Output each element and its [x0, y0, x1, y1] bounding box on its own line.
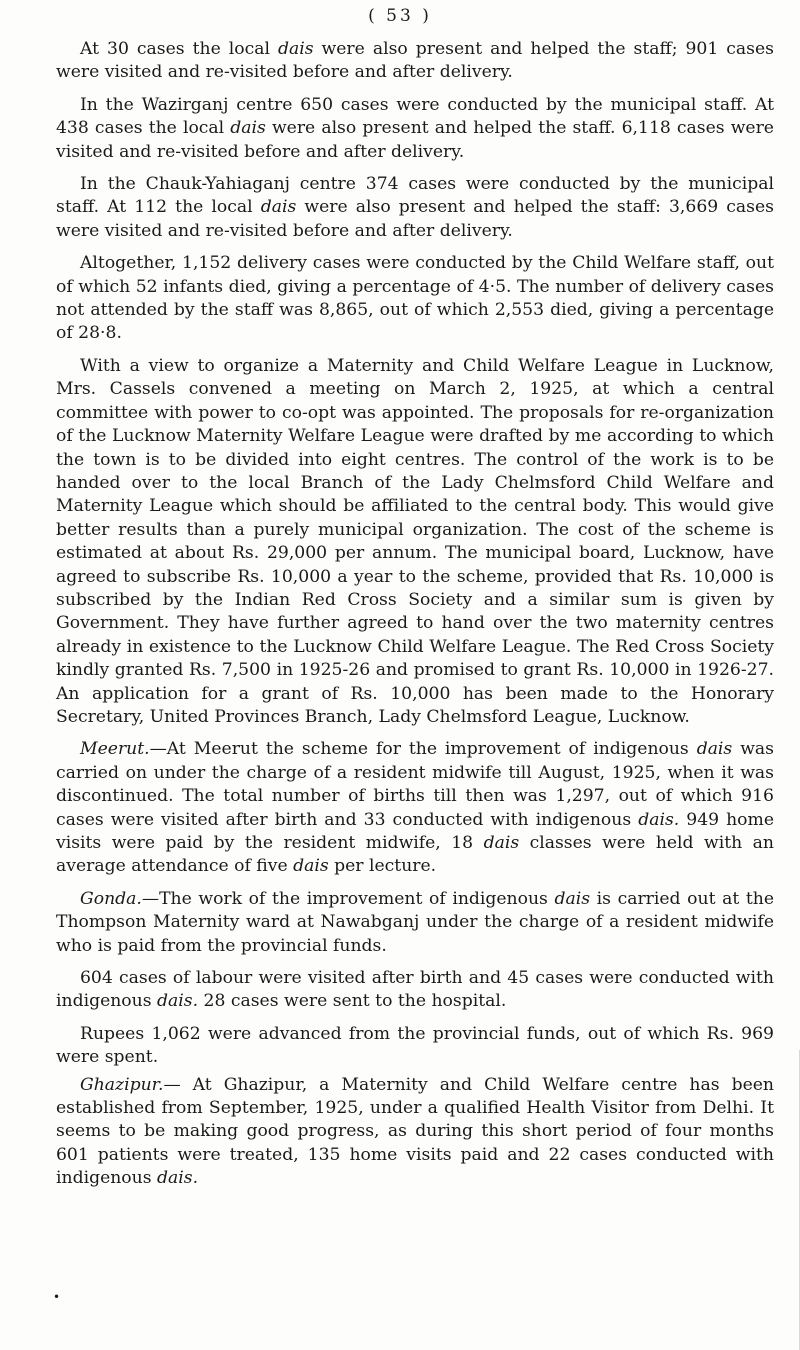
text-run: is carried out at the Thompson Maternity ward at Nawabganj under the charge of a resident midwife who is paid from the provincial funds. — [56, 888, 774, 956]
italic-run: Ghazipur. — [80, 1074, 164, 1095]
paragraph — [56, 252, 774, 346]
text-run: was carried on under the charge of a resident midwife till August, 1925, when it was discontinued. The total number of births till then was 1,297, out of which 916 cases were visited after birth and 33 conducted with indigenous — [56, 739, 774, 830]
text-run: —The work of the improvement of indigenous — [141, 888, 555, 909]
paragraph — [56, 967, 774, 1014]
paragraph — [56, 1074, 774, 1191]
italic-run: dais — [696, 739, 733, 760]
italic-run: dais. — [157, 991, 199, 1012]
paragraph — [56, 888, 774, 958]
text-run: Altogether, 1,152 delivery cases were conducted by the Child Welfare staff, out of which 52 infants died, giving a percentage of 4·5. The number of delivery cases not attended by the staff was 8,865, out of which 2,553 died, giving a percentage of 28·8. — [56, 253, 774, 344]
text-run: With a view to organize a Maternity and Child Welfare League in Lucknow, Mrs. Cassels convened a meeting on March 2, 1925, at which a central committee with power to co-opt was appointed. The proposals for re-organization of the Lucknow Maternity Welfare League were drafted by me according to which the town is to be divided into eight centres. The control of the work is to be handed over to the local Branch of the Lady Chelmsford Child Welfare and Maternity League which should be affiliated to the central body. This would give better results than a purely municipal organization. The cost of the scheme is estimated at about Rs. 29,000 per annum. The municipal board, Lucknow, have agreed to subscribe Rs. 10,000 a year to the scheme, provided that Rs. 10,000 is subscribed by the Indian Red Cross Society and a similar sum is given by Government. They have further agreed to hand over the two maternity centres already in existence to the Lucknow Child Welfare League. The Red Cross Society kindly granted Rs. 7,500 in 1925-26 and promised to grant Rs. 10,000 in 1926-27. An application for a grant of Rs. 10,000 has been made to the Honorary Secretary, United Provinces Branch, Lady Chelmsford League, Lucknow. — [56, 355, 774, 727]
paragraph — [56, 355, 774, 730]
paragraph — [56, 173, 774, 243]
text-run: — At Ghazipur, a Maternity and Child Welfare centre has been established from September, 1925, under a qualified Health Visitor from Delhi. It seems to be making good progress, as during this short period of four months 601 patients were treated, 135 home visits paid and 22 cases conducted with indigenous — [56, 1074, 774, 1189]
italic-run: dais — [260, 197, 297, 218]
paragraph — [56, 1023, 774, 1070]
text-run: At 30 cases the local — [80, 39, 278, 59]
body-text — [56, 38, 774, 1200]
italic-run: dais. — [157, 1168, 199, 1189]
text-run: 28 cases were sent to the hospital. — [198, 991, 507, 1012]
paragraph — [56, 738, 774, 878]
italic-run: dais — [554, 888, 591, 909]
italic-run: Meerut. — [80, 739, 150, 760]
italic-run: dais — [230, 118, 266, 139]
text-run: —At Meerut the scheme for the improvement of indigenous — [149, 739, 697, 760]
text-run: 604 cases of labour were visited after birth and 45 cases were conducted with indigenous — [56, 968, 774, 1012]
italic-run: dais — [483, 833, 520, 853]
text-run: were also present and helped the staff; 901 cases were visited and re-visited before and after delivery. — [56, 39, 774, 83]
text-run: were also present and helped the staff. 6,118 cases were visited and re-visited before and after delivery. — [56, 118, 774, 162]
text-run: In the Wazirganj centre 650 cases were conducted by the municipal staff. At 438 cases the local — [56, 94, 774, 139]
italic-run: dais. — [638, 809, 680, 830]
italic-run: dais — [293, 856, 329, 877]
italic-run: Gonda. — [80, 888, 142, 909]
text-run: Rupees 1,062 were advanced from the provincial funds, out of which Rs. 969 were spent. — [56, 1023, 774, 1068]
text-run: In the Chauk-Yahiaganj centre 374 cases were conducted by the municipal staff. At 112 the local — [56, 174, 774, 218]
text-run: classes were held with an average attendance of five — [56, 833, 774, 877]
paragraph — [56, 94, 774, 164]
ink-mark: • — [53, 1290, 61, 1304]
text-run: per lecture. — [328, 856, 437, 877]
italic-run: dais — [277, 39, 314, 59]
paragraph — [56, 38, 774, 85]
text-run: were also present and helped the staff: 3,669 cases were visited and re-visited before and after delivery. — [56, 197, 774, 241]
page-number: ( 53 ) — [368, 6, 432, 26]
text-run: 949 home visits were paid by the resident midwife, 18 — [56, 809, 774, 853]
